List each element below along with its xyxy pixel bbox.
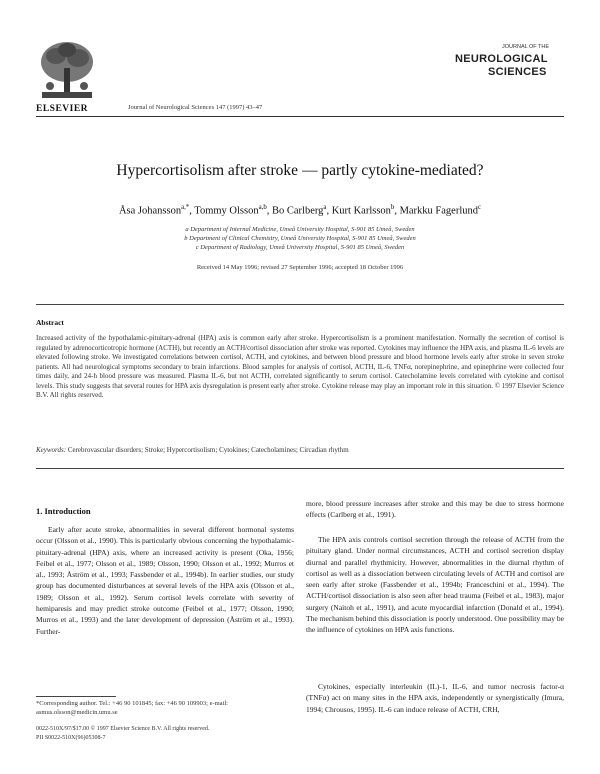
- journal-title-line2: SCIENCES: [488, 66, 547, 78]
- corresponding-author-footnote: *Corresponding author. Tel.: +46 90 101845; fax: +46 90 109903; e-mail: asmus.olsson@medicin.umu.se: [36, 700, 228, 716]
- keywords-text: Cerebrovascular disorders; Stroke; Hypercortisolism; Cytokines; Catecholamines; Circadian rhythm: [67, 446, 349, 454]
- right-column-paragraph: The HPA axis controls cortisol secretion through the release of ACTH from the pituitary gland. Under normal circumstances, ACTH and cortisol secretion display diurnal and parallel rhythmicity. However, abnormalities in the diurnal rhythm of cortisol as well as a dissociation between circulating levels of ACTH and cortisol are seen early after stroke (Fassbender et al., 1994b; Franceschini et al., 1994). The ACTH/cortisol dissociation is also seen after head trauma (Feibel et al., 1983), major surgery (Naitoh et al., 1991), and acute myocardial infarction (Donald et al., 1994). The mechanism behind this dissociation is poorly understood. One possibility may be the influence of cytokines on HPA axis functions.: [306, 535, 564, 635]
- keywords-line: [36, 446, 564, 454]
- author-name: Tommy Olsson: [194, 205, 259, 217]
- right-column-continuation: more, blood pressure increases after stroke and this may be due to stress hormone effects (Carlberg et al., 1991).: [306, 499, 564, 520]
- section-heading: 1. Introduction: [36, 506, 91, 516]
- copyright-line: 0022-510X/97/$17.00 © 1997 Elsevier Science B.V. All rights reserved.: [36, 726, 210, 732]
- author-name: Kurt Karlsson: [331, 205, 391, 217]
- abstract-top-divider: [36, 304, 564, 305]
- journal-citation: Journal of Neurological Sciences 147 (1997) 43–47: [128, 104, 263, 111]
- received-dates: Received 14 May 1996; revised 27 September 1996; accepted 18 October 1996: [196, 264, 404, 271]
- article-title: Hypercortisolism after stroke — partly cytokine-mediated?: [116, 162, 484, 179]
- pii-line: PII S0022-510X(96)05308-7: [36, 735, 106, 741]
- header-divider: [36, 116, 564, 117]
- author-name: Bo Carlberg: [271, 205, 324, 217]
- author-affiliation-mark: a: [323, 204, 327, 211]
- author-name: Åsa Johansson: [118, 205, 182, 217]
- author-name: Markku Fagerlund: [399, 205, 479, 217]
- elsevier-tree-logo: [36, 38, 98, 104]
- journal-title-line1: NEUROLOGICAL: [455, 53, 548, 65]
- author-affiliation-mark: a,b: [258, 204, 267, 211]
- affiliation: b Department of Clinical Chemistry, Umeå University Hospital, S-901 85 Umeå, Sweden: [184, 235, 416, 242]
- author-affiliation-mark: c: [478, 204, 482, 211]
- right-column-paragraph: Cytokines, especially interleukin (IL)-1, IL-6, and tumor necrosis factor-α (TNFα) act on many sites in the HPA axis, independently or synergistically (Imura, 1994; Chrousos, 1995). IL-6 can induce release of ACTH, CRH,: [306, 682, 564, 714]
- affiliation: a Department of Internal Medicine, Umeå University Hospital, S-901 85 Umeå, Sweden: [185, 226, 415, 233]
- left-column-text: Early after acute stroke, abnormalities in several different hormonal systems occur (Olsson et al., 1990). This is particularly obvious concerning the hypothalamic-pituitary-adrenal (HPA) axis, where an increased activity is present (Oka, 1956; Feibel et al., 1977; Olsson et al., 1989; Olsson, 1990; Olsson et al., 1992; Murros et al., 1993; Åström et al., 1993; Fassbender et al., 1994b). In earlier studies, our study group has documented disturbances at several levels of the HPA axis (Olsson et al., 1989; Olsson et al., 1992). Serum cortisol levels correlate with severity of hemiparesis and may predict stroke outcome (Feibel et al., 1977; Olsson, 1990; Murros et al., 1993) and the later development of depression (Åström et al., 1993). Further-: [36, 525, 294, 636]
- footnote-divider: [36, 696, 116, 697]
- abstract-body: Increased activity of the hypothalamic-pituitary-adrenal (HPA) axis is common early after stroke. Hypercortisolism is a prominent manifestation. Normally the secretion of cortisol is regulated by adrenocorticotropic hormone (ACTH), but recently an ACTH/cortisol dissociation after stroke was reported. Cytokines may influence the HPA axis, and plasma IL-6 levels are elevated following stroke. We investigated correlations between cortisol, ACTH, and cytokines, and between blood pressure and blood hormone levels early after stroke in seven stroke patients. All had neurological symptoms secondary to brain infarctions. Blood samples for analysis of cortisol, ACTH, IL-6, TNFα, norepinephrine, and epinephrine were collected four times daily, and 24-h blood pressure was measured. Plasma IL-6, but not ACTH, correlated significantly to serum cortisol. Catecholamine levels correlated with cytokine and cortisol levels. This study suggests that several routes for HPA axis dysregulation is present early after stroke. Cytokine release may play an important role in this situation. © 1997 Elsevier Science B.V. All rights reserved.: [36, 334, 564, 399]
- abstract-heading: Abstract: [36, 318, 64, 327]
- author-list: Åsa Johansson$^{a,*}$, Tommy Olsson$^{a,b}$, Bo Carlberg$^a$, Kurt Karlsson$^b$, Markku Fagerlund$^c$: [118, 204, 482, 217]
- abstract-bottom-divider: [36, 468, 564, 469]
- keywords-label: Keywords:: [36, 446, 67, 454]
- journal-small-title: JOURNAL OF THE: [502, 44, 550, 50]
- author-affiliation-mark: a,*: [181, 204, 190, 211]
- author-affiliation-mark: b: [390, 204, 395, 211]
- publisher-name: ELSEVIER: [36, 104, 89, 114]
- affiliation: c Department of Radiology, Umeå University Hospital, S-901 85 Umeå, Sweden: [195, 244, 405, 251]
